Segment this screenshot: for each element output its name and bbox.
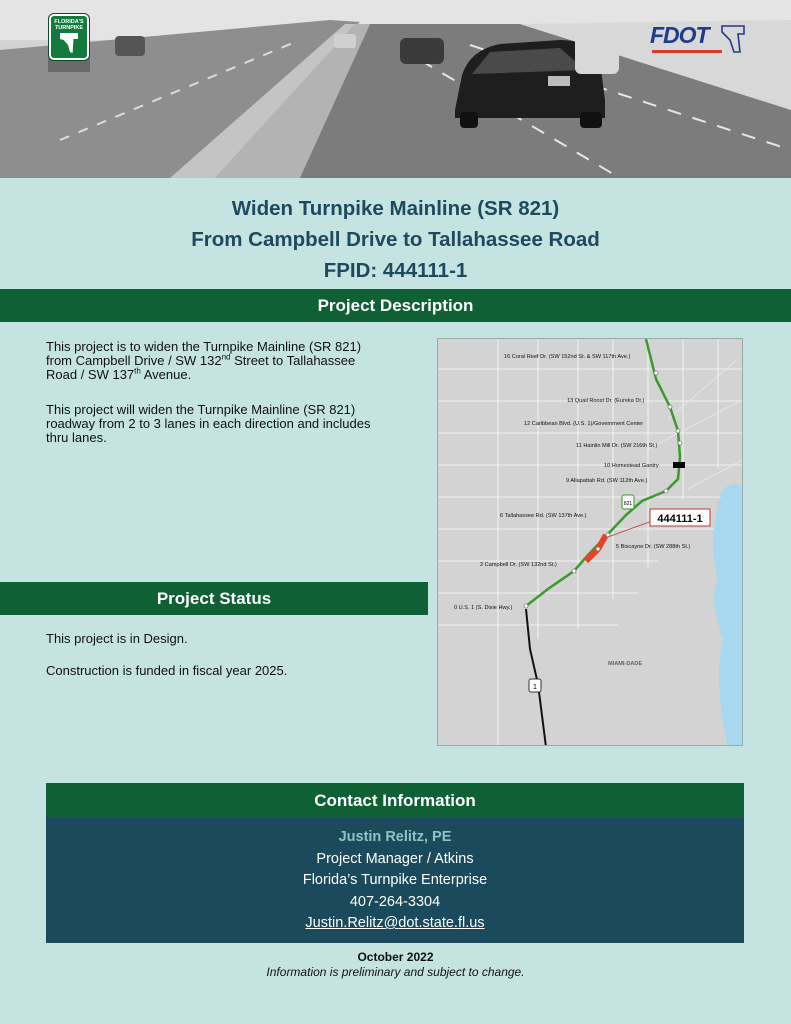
- map-label-biscayne: 5 Biscayne Dr. (SW 288th St.): [616, 544, 691, 550]
- title-line-1: Widen Turnpike Mainline (SR 821): [231, 197, 560, 220]
- status-line-2: Construction is funded in fiscal year 2025.: [46, 663, 288, 678]
- map-label-county: MIAMI-DADE: [608, 661, 643, 667]
- contact-organization: Florida’s Turnpike Enterprise: [302, 872, 488, 888]
- contact-name: Justin Relitz, PE: [338, 829, 452, 845]
- map-label-caribbean: 12 Caribbean Blvd. (U.S. 1)/Government Center: [524, 421, 644, 427]
- florida-shape-icon: [60, 33, 78, 53]
- fdot-logo-bar: [652, 50, 722, 53]
- description-paragraph-2: [46, 403, 370, 445]
- footer-date: October 2022: [357, 950, 434, 964]
- title-fpid: FPID: 444111-1: [323, 259, 468, 282]
- description-p1-line-2: from Campbell Drive / SW 132nd Street to Tallahassee: [46, 352, 356, 368]
- project-map-svg: [438, 339, 743, 746]
- svg-text:821: 821: [623, 501, 633, 507]
- project-map: [437, 338, 743, 746]
- svg-text:444111-1: 444111-1: [657, 513, 703, 525]
- description-paragraph-1: [46, 340, 361, 382]
- florida-turnpike-logo: [49, 14, 89, 60]
- project-description-heading-text: Project Description: [317, 295, 474, 315]
- description-p2-line-1: This project will widen the Turnpike Mainline (SR 821): [46, 402, 356, 417]
- map-label-us1: 0 U.S. 1 (S. Dixie Hwy.): [454, 605, 513, 611]
- contact-email-link[interactable]: Justin.Relitz@dot.state.fl.us: [305, 915, 485, 931]
- map-label-coral-reef: 16 Coral Reef Dr. (SW 152nd St. & SW 117th Ave.): [504, 354, 631, 360]
- footer-disclaimer: Information is preliminary and subject to change.: [266, 965, 525, 979]
- map-label-tallahassee: 6 Tallahassee Rd. (SW 137th Ave.): [500, 513, 587, 519]
- contact-phone: 407-264-3304: [349, 893, 441, 910]
- contact-role: Project Manager / Atkins: [316, 850, 474, 867]
- bay-water: [713, 484, 743, 746]
- contact-card: [46, 818, 744, 943]
- us1-road: [526, 609, 546, 746]
- description-p2-line-2: roadway from 2 to 3 lanes in each direction and includes: [46, 416, 371, 431]
- florida-outline-icon: [720, 22, 752, 56]
- map-label-campbell: 2 Campbell Dr. (SW 132nd St.): [480, 562, 557, 568]
- fdot-logo-text: FDOT: [650, 22, 709, 48]
- title-line-2: From Campbell Drive to Tallahassee Road: [191, 228, 600, 251]
- project-status-heading-text: Project Status: [156, 588, 272, 608]
- project-status-heading: [0, 582, 428, 615]
- contact-information-heading: [46, 783, 744, 818]
- shield-us1-icon: [529, 679, 541, 692]
- fdot-logo: [650, 22, 709, 58]
- svg-text:1: 1: [533, 684, 537, 691]
- status-line-1: This project is in Design.: [46, 631, 188, 646]
- map-label-quail-roost: 13 Quail Roost Dr. (Eureka Dr.): [567, 398, 645, 404]
- shield-821-icon: [622, 495, 634, 509]
- map-label-hainlin-mill: 11 Hainlin Mill Dr. (SW 216th St.): [576, 443, 658, 449]
- contact-heading-text: Contact Information: [314, 790, 476, 810]
- map-label-allapattah: 9 Allapattah Rd. (SW 112th Ave.): [566, 478, 648, 484]
- header-photo: [0, 0, 791, 178]
- description-p1-line-1: This project is to widen the Turnpike Mainline (SR 821): [46, 339, 362, 354]
- description-p1-line-3: Road / SW 137th Avenue.: [46, 366, 192, 382]
- turnpike-logo-text: FLORIDA'S TURNPIKE: [54, 19, 84, 31]
- map-label-homestead-gantry: 10 Homestead Gantry: [604, 463, 659, 469]
- page-title: [0, 193, 791, 286]
- description-p2-line-3: thru lanes.: [46, 430, 107, 445]
- project-callout: [650, 509, 710, 526]
- project-description-heading: [0, 289, 791, 322]
- gantry-marker: [673, 462, 685, 468]
